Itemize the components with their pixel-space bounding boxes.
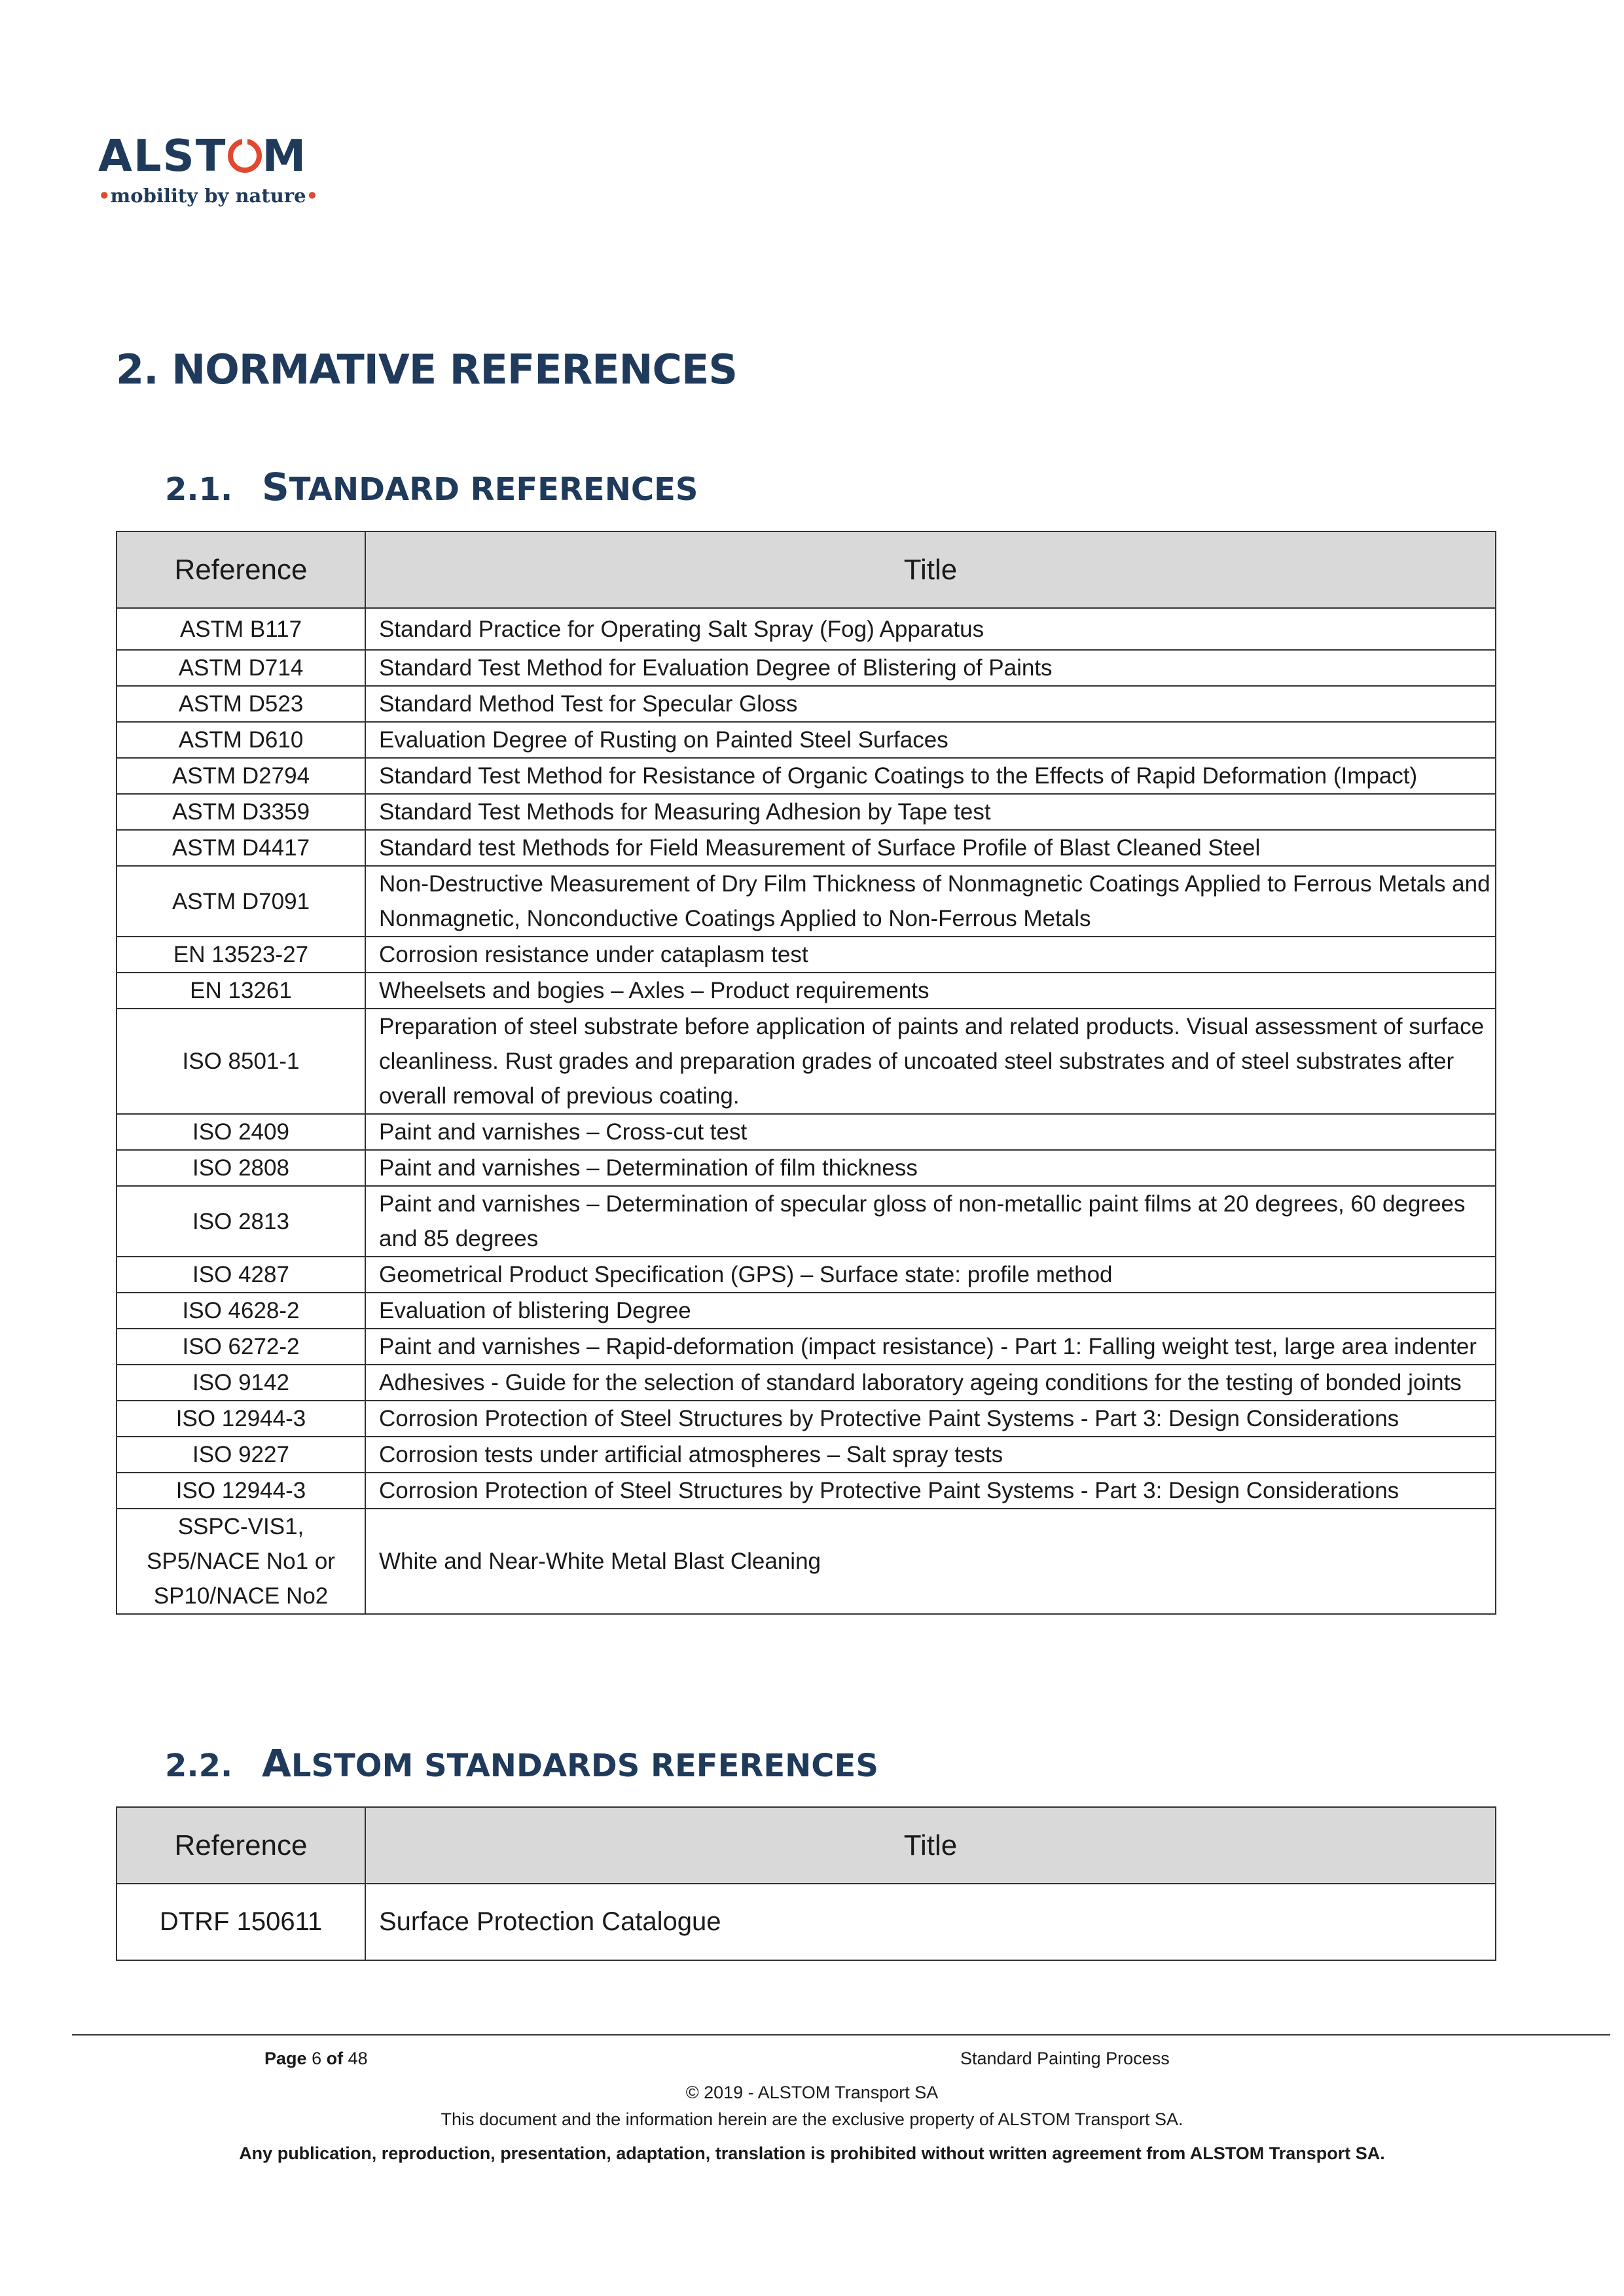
- title-cell: Preparation of steel substrate before application of paints and related products. Visual assessment of surface cleanliness. Rust grades and preparation grades of uncoated steel substrates and of steel substrates after overall removal of previous coating.: [365, 1009, 1496, 1114]
- reference-cell: ISO 9227: [117, 1437, 365, 1473]
- reference-cell: ISO 2409: [117, 1114, 365, 1150]
- title-cell: Corrosion Protection of Steel Structures by Protective Paint Systems - Part 3: Design Considerations: [365, 1401, 1496, 1437]
- title-cell: Paint and varnishes – Determination of film thickness: [365, 1150, 1496, 1186]
- reference-cell: ISO 9142: [117, 1365, 365, 1401]
- reference-cell: ISO 2808: [117, 1150, 365, 1186]
- table-row: [117, 1437, 1496, 1473]
- reference-cell: EN 13261: [117, 973, 365, 1009]
- table-row: [117, 937, 1496, 973]
- title-cell: Adhesives - Guide for the selection of standard laboratory ageing conditions for the testing of bonded joints: [365, 1365, 1496, 1401]
- document-title: Standard Painting Process: [960, 2049, 1170, 2068]
- page-indicator: Page 6 of 48: [264, 2049, 368, 2068]
- title-cell: Standard Test Method for Evaluation Degree of Blistering of Paints: [365, 650, 1496, 686]
- table-row: [117, 1186, 1496, 1257]
- reference-cell: ASTM B117: [117, 608, 365, 650]
- logo-ring-icon: [228, 139, 262, 173]
- table-header-row: [117, 1807, 1496, 1884]
- reference-cell: ISO 4628-2: [117, 1293, 365, 1329]
- table-row: [117, 608, 1496, 650]
- title-cell: White and Near-White Metal Blast Cleaning: [365, 1509, 1496, 1614]
- logo-tagline: •mobility by nature•: [98, 185, 319, 207]
- table-row: [117, 1150, 1496, 1186]
- title-cell: Evaluation of blistering Degree: [365, 1293, 1496, 1329]
- column-header-reference: Reference: [117, 1807, 365, 1884]
- alstom-standards-table: [116, 1806, 1496, 1961]
- table-header-row: [117, 531, 1496, 608]
- table-row: [117, 1473, 1496, 1509]
- reference-cell: ASTM D3359: [117, 794, 365, 830]
- footer-divider: [72, 2034, 1610, 2036]
- reference-cell: ISO 12944-3: [117, 1473, 365, 1509]
- title-cell: Corrosion tests under artificial atmospheres – Salt spray tests: [365, 1437, 1496, 1473]
- title-cell: Standard Test Method for Resistance of Organic Coatings to the Effects of Rapid Deformation (Impact): [365, 758, 1496, 794]
- column-header-title: Title: [365, 1807, 1496, 1884]
- reference-cell: ISO 8501-1: [117, 1009, 365, 1114]
- table-row: [117, 1509, 1496, 1614]
- prohibition-notice: Any publication, reproduction, presentation, adaptation, translation is prohibited without written agreement from ALSTOM Transport SA.: [239, 2144, 1385, 2163]
- table-row: [117, 1365, 1496, 1401]
- reference-cell: EN 13523-27: [117, 937, 365, 973]
- reference-cell: ISO 12944-3: [117, 1401, 365, 1437]
- property-notice: This document and the information herein are the exclusive property of ALSTOM Transport SA.: [441, 2109, 1183, 2129]
- table-row: [117, 866, 1496, 937]
- logo-wordmark: ALST M: [98, 130, 308, 181]
- title-cell: Wheelsets and bogies – Axles – Product requirements: [365, 973, 1496, 1009]
- reference-cell: ISO 2813: [117, 1186, 365, 1257]
- alstom-logo: [98, 130, 334, 219]
- section-heading: 2. NORMATIVE REFERENCES: [116, 346, 738, 393]
- reference-cell: ASTM D610: [117, 722, 365, 758]
- title-cell: Non-Destructive Measurement of Dry Film Thickness of Nonmagnetic Coatings Applied to Ferrous Metals and Nonmagnetic, Nonconductive Coatings Applied to Non-Ferrous Metals: [365, 866, 1496, 937]
- reference-cell: ISO 6272-2: [117, 1329, 365, 1365]
- reference-cell: ASTM D2794: [117, 758, 365, 794]
- title-cell: Paint and varnishes – Cross-cut test: [365, 1114, 1496, 1150]
- table-row: [117, 758, 1496, 794]
- table-row: [117, 1884, 1496, 1960]
- table-row: [117, 1257, 1496, 1293]
- title-cell: Corrosion resistance under cataplasm test: [365, 937, 1496, 973]
- subsection-standard-references: 2.1. STANDARD REFERENCES: [165, 465, 698, 509]
- title-cell: Standard Test Methods for Measuring Adhesion by Tape test: [365, 794, 1496, 830]
- column-header-reference: Reference: [117, 531, 365, 608]
- table-row: [117, 1114, 1496, 1150]
- column-header-title: Title: [365, 531, 1496, 608]
- table-row: [117, 686, 1496, 722]
- reference-cell: ASTM D4417: [117, 830, 365, 866]
- reference-cell: DTRF 150611: [117, 1884, 365, 1960]
- title-cell: Corrosion Protection of Steel Structures by Protective Paint Systems - Part 3: Design Considerations: [365, 1473, 1496, 1509]
- table-row: [117, 722, 1496, 758]
- standard-references-table: [116, 531, 1496, 1615]
- title-cell: Paint and varnishes – Determination of specular gloss of non-metallic paint films at 20 degrees, 60 degrees and 85 degrees: [365, 1186, 1496, 1257]
- reference-cell: ISO 4287: [117, 1257, 365, 1293]
- table-row: [117, 830, 1496, 866]
- subsection-alstom-standards-references: 2.2. ALSTOM STANDARDS REFERENCES: [165, 1741, 878, 1785]
- copyright-notice: © 2019 - ALSTOM Transport SA: [685, 2083, 939, 2102]
- table-row: [117, 650, 1496, 686]
- reference-cell: SSPC-VIS1, SP5/NACE No1 or SP10/NACE No2: [117, 1509, 365, 1614]
- title-cell: Standard test Methods for Field Measurement of Surface Profile of Blast Cleaned Steel: [365, 830, 1496, 866]
- table-row: [117, 794, 1496, 830]
- title-cell: Standard Practice for Operating Salt Spray (Fog) Apparatus: [365, 608, 1496, 650]
- title-cell: Surface Protection Catalogue: [365, 1884, 1496, 1960]
- reference-cell: ASTM D7091: [117, 866, 365, 937]
- title-cell: Geometrical Product Specification (GPS) – Surface state: profile method: [365, 1257, 1496, 1293]
- table-row: [117, 1401, 1496, 1437]
- reference-cell: ASTM D523: [117, 686, 365, 722]
- table-row: [117, 1329, 1496, 1365]
- reference-cell: ASTM D714: [117, 650, 365, 686]
- title-cell: Standard Method Test for Specular Gloss: [365, 686, 1496, 722]
- table-row: [117, 1293, 1496, 1329]
- title-cell: Paint and varnishes – Rapid-deformation (impact resistance) - Part 1: Falling weight test, large area indenter: [365, 1329, 1496, 1365]
- title-cell: Evaluation Degree of Rusting on Painted Steel Surfaces: [365, 722, 1496, 758]
- table-row: [117, 1009, 1496, 1114]
- table-row: [117, 973, 1496, 1009]
